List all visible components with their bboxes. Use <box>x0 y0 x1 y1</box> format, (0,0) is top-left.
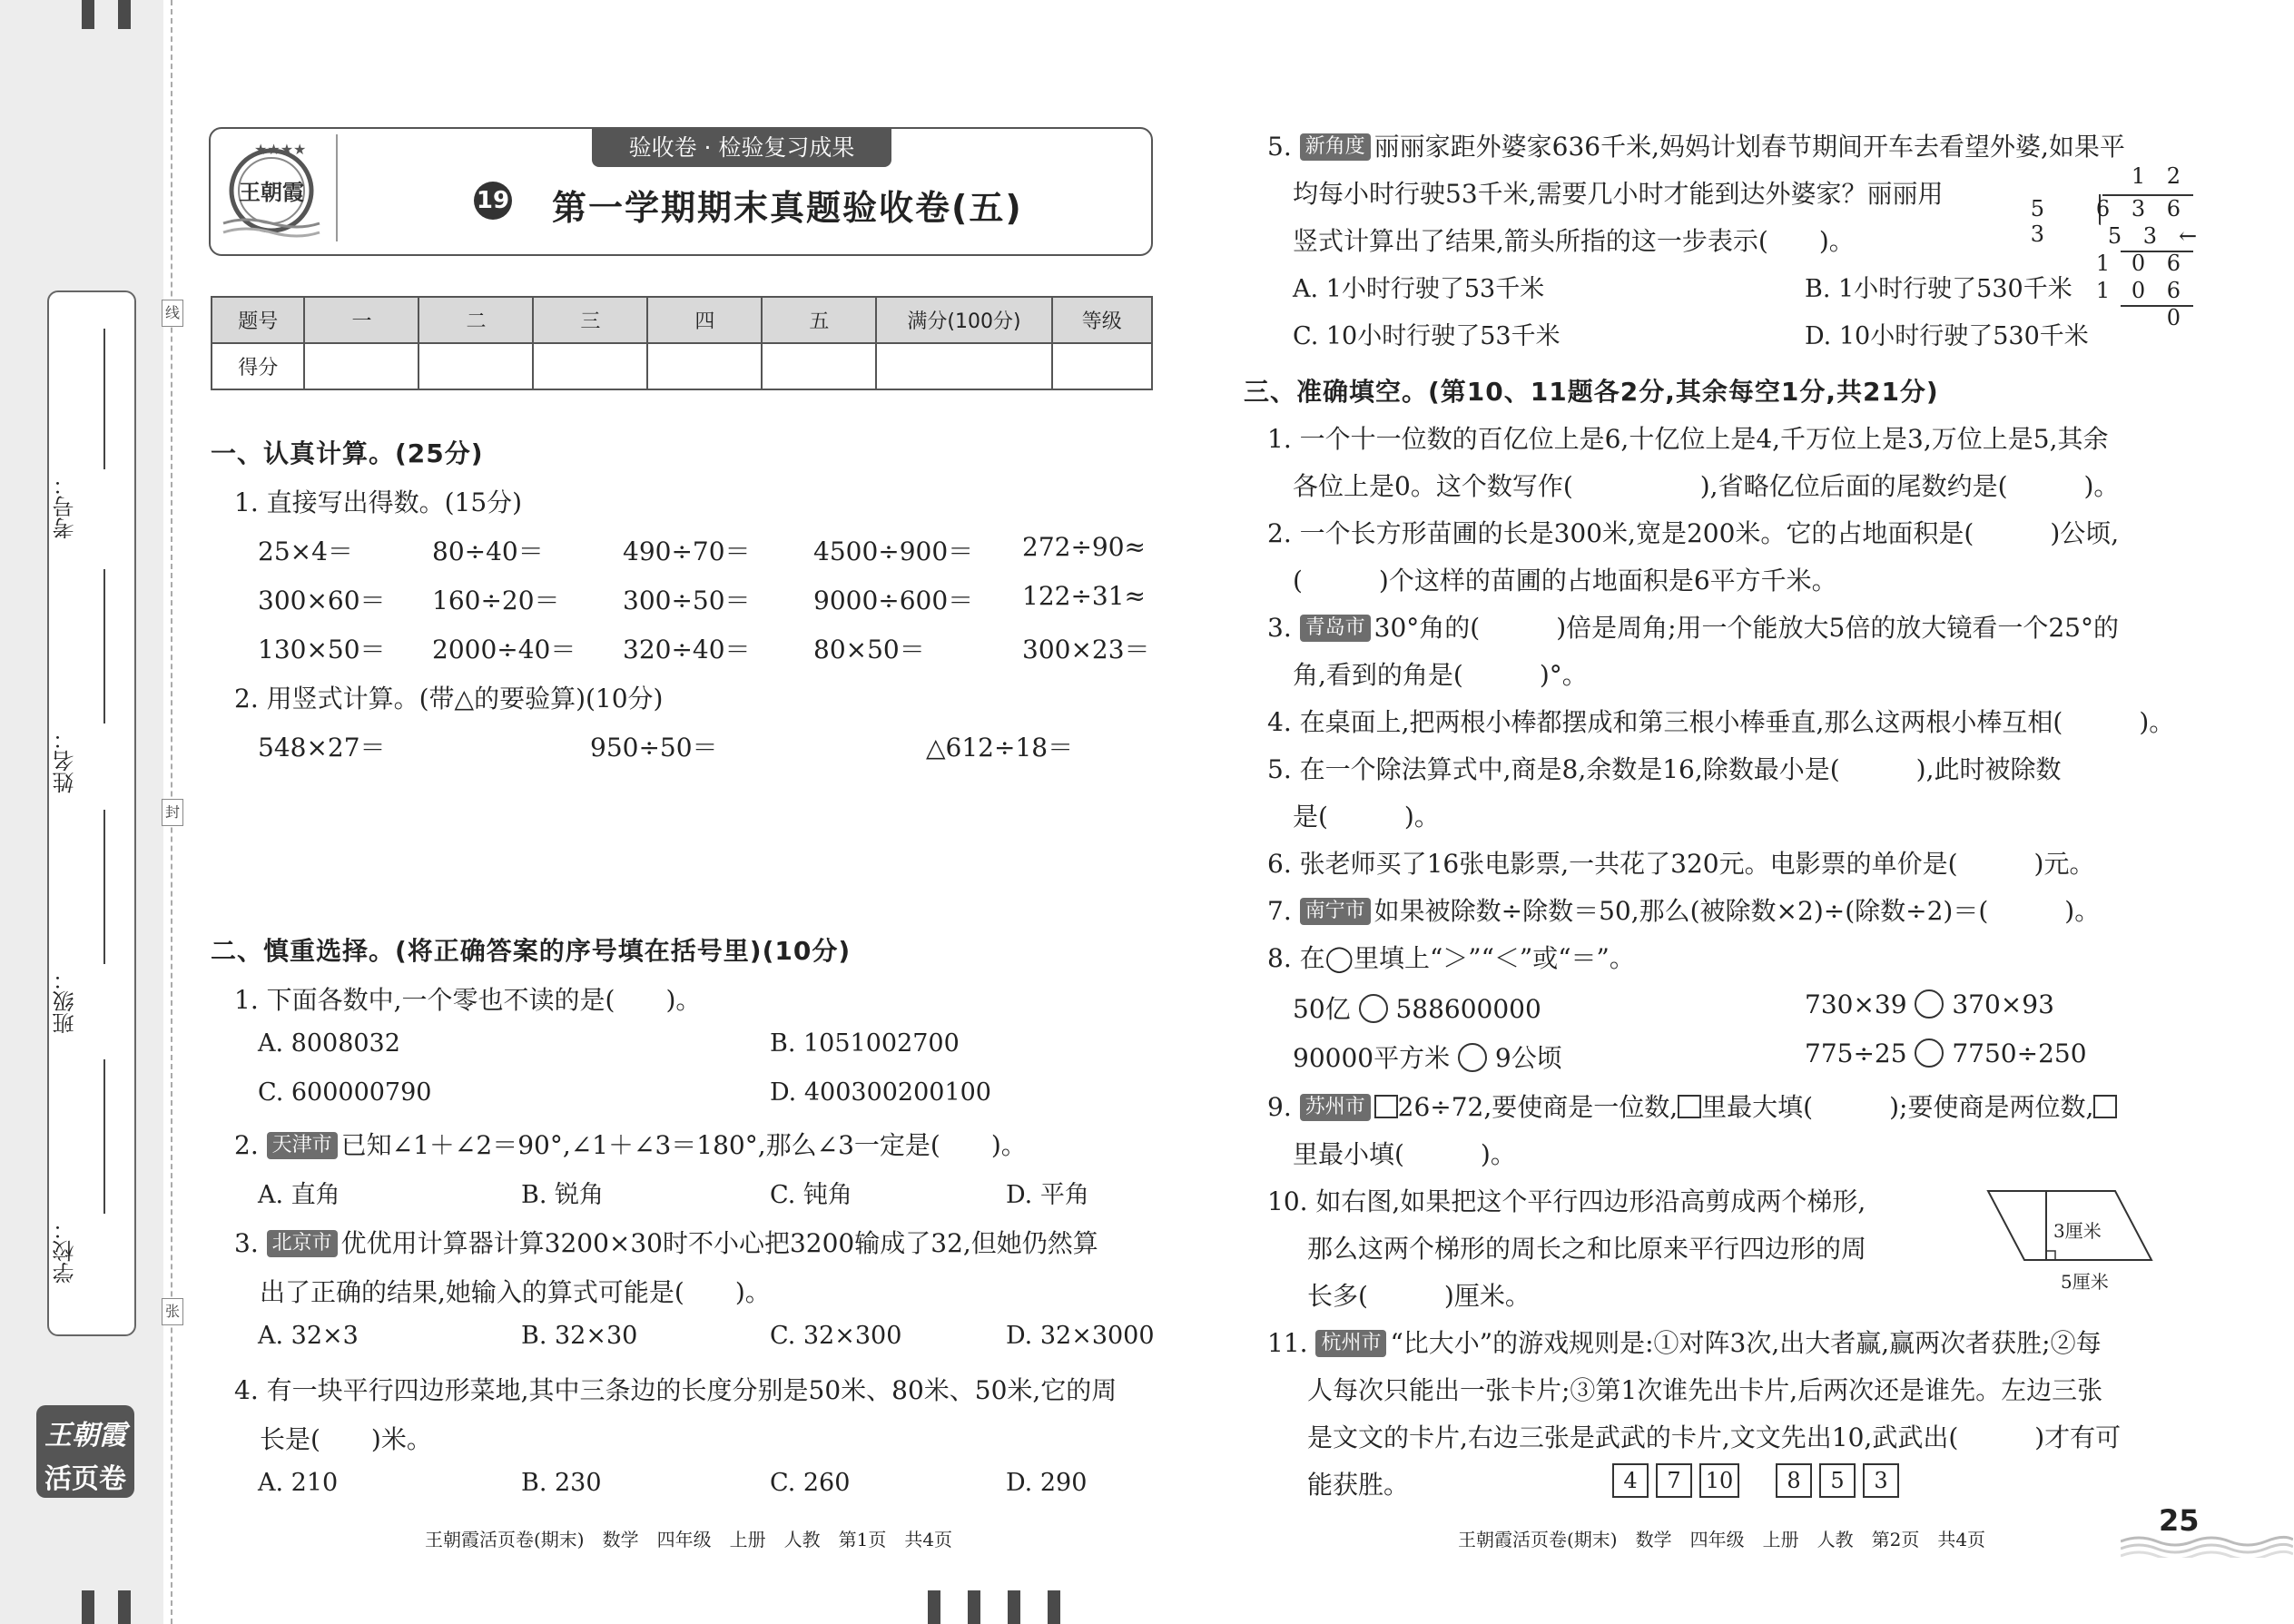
page-number-block <box>2121 1503 2293 1558</box>
compare-left: 90000平方米 <box>1293 1043 1451 1073</box>
student-info-box <box>47 290 136 1336</box>
compare-left: 50亿 <box>1293 994 1351 1024</box>
calc-item: 4500÷900＝ <box>813 536 974 566</box>
division-divisor: 5 3 <box>2030 196 2052 247</box>
question-body: 已知∠1＋∠2＝90°,∠1＋∠3＝180°,那么∠3一定是( )。 <box>340 1130 1027 1160</box>
answer-option[interactable]: D. 32×3000 <box>1006 1322 1155 1350</box>
answer-option[interactable]: D. 10小时行驶了530千米 <box>1805 322 2089 350</box>
question-text: 2. 用竖式计算。(带△的要验算)(10分) <box>234 684 664 714</box>
print-mark <box>1048 1590 1060 1624</box>
question-text: 5. 在一个除法算式中,商是8,余数是16,除数最小是( ),此时被除数 <box>1267 754 2062 784</box>
table-cell: 满分(100分) <box>876 297 1051 343</box>
region-tag: 青岛市 <box>1300 615 1371 642</box>
compare-item <box>1805 989 2054 1019</box>
question-text: 长是( )米。 <box>260 1424 432 1454</box>
question-text: 是( )。 <box>1293 802 1440 832</box>
page-number: 25 <box>2159 1503 2200 1538</box>
question-text: 7. 南宁市 如果被除数÷除数＝50,那么(被除数×2)÷(除数÷2)＝( )。 <box>1267 896 2101 926</box>
calc-item: 160÷20＝ <box>432 586 560 615</box>
school-label: 学校： <box>53 1218 78 1284</box>
long-division <box>2030 163 2206 336</box>
question-text: 竖式计算出了结果,箭头所指的这一步表示( )。 <box>1293 226 1855 256</box>
question-text: ( )个这样的苗圃的占地面积是6平方千米。 <box>1293 566 1837 595</box>
question-text: 9. 苏州市 26÷72,要使商是一位数, 里最大填( );要使商是两位数, <box>1267 1088 2117 1124</box>
calc-item: 130×50＝ <box>258 635 386 664</box>
calc-item: 548×27＝ <box>258 733 386 763</box>
table-cell: 得分 <box>212 343 304 389</box>
question-text: 11. 杭州市 “比大小”的游戏规则是:①对阵3次,出大者赢,赢两次者获胜;②每 <box>1267 1328 2102 1358</box>
question-text: 各位上是0。这个数写作( ),省略亿位后面的尾数约是( )。 <box>1293 471 2120 501</box>
calc-item: 80÷40＝ <box>432 536 544 566</box>
page-title: 第一学期期末真题验收卷(五) <box>552 188 1023 228</box>
compare-circle[interactable] <box>1915 989 1944 1019</box>
table-cell: 五 <box>762 297 876 343</box>
print-mark <box>968 1590 980 1624</box>
compare-item <box>1293 989 1541 1026</box>
answer-option[interactable]: A. 8008032 <box>258 1029 400 1058</box>
answer-option[interactable]: D. 400300200100 <box>770 1078 991 1107</box>
name-line[interactable] <box>103 569 105 723</box>
answer-option[interactable]: B. 1051002700 <box>770 1029 960 1058</box>
division-step: 1 0 6 <box>2095 251 2188 276</box>
calc-item: 300×60＝ <box>258 586 386 615</box>
name-label: 姓名： <box>53 728 78 793</box>
calc-item: △612÷18＝ <box>926 733 1074 763</box>
table-cell: 题号 <box>212 297 304 343</box>
brand-subtitle: 活页卷 <box>44 1463 126 1495</box>
print-mark <box>1008 1590 1020 1624</box>
binding-mark <box>82 0 94 29</box>
table-cell: 二 <box>418 297 533 343</box>
question-body: “比大小”的游戏规则是:①对阵3次,出大者赢,赢两次者获胜;②每 <box>1390 1328 2102 1358</box>
compare-right: 370×93 <box>1952 989 2054 1019</box>
section-heading: 三、准确填空。(第10、11题各2分,其余每空1分,共21分) <box>1244 377 1939 407</box>
compare-right: 9公顷 <box>1494 1043 1562 1073</box>
brand-name: 王朝霞 <box>44 1420 126 1452</box>
binding-mark <box>82 1590 94 1624</box>
question-body: 如果被除数÷除数＝50,那么(被除数×2)÷(除数÷2)＝( )。 <box>1373 896 2101 926</box>
logo-text: 王朝霞 <box>239 179 304 205</box>
answer-option[interactable]: C. 600000790 <box>258 1078 432 1107</box>
score-input-cell[interactable] <box>876 343 1051 389</box>
compare-circle[interactable] <box>1458 1043 1487 1072</box>
compare-item <box>1293 1038 1562 1075</box>
compare-left: 775÷25 <box>1805 1038 1907 1068</box>
compare-right: 7750÷250 <box>1952 1038 2087 1068</box>
question-text: 3. 北京市 优优用计算器计算3200×30时不小心把3200输成了32,但她仍然算 <box>234 1228 1098 1258</box>
answer-option[interactable]: A. 1小时行驶了53千米 <box>1293 275 1545 303</box>
question-text: 出了正确的结果,她输入的算式可能是( )。 <box>260 1277 771 1307</box>
calc-item: 2000÷40＝ <box>432 635 576 664</box>
score-input-cell[interactable] <box>533 343 647 389</box>
question-text: 4. 在桌面上,把两根小棒都摆成和第三根小棒垂直,那么这两根小棒互相( )。 <box>1267 707 2175 737</box>
question-text: 里最小填( )。 <box>1293 1139 1516 1169</box>
answer-option[interactable]: A. 32×3 <box>258 1322 359 1350</box>
binding-label: 线 <box>162 300 183 327</box>
answer-option[interactable]: A. 210 <box>258 1469 339 1497</box>
score-table <box>211 296 1153 390</box>
class-label: 班级： <box>53 969 78 1034</box>
compare-circle[interactable] <box>1359 994 1388 1023</box>
question-text: 1. 一个十一位数的百亿位上是6,十亿位上是4,千万位上是3,万位上是5,其余 <box>1267 424 2109 454</box>
region-tag: 南宁市 <box>1300 898 1371 925</box>
question-number: 5. <box>1267 132 1292 162</box>
exam-number-line[interactable] <box>103 329 105 469</box>
question-text <box>1267 127 2125 163</box>
calc-item: 490÷70＝ <box>623 536 751 566</box>
question-text: 1. 直接写出得数。(15分) <box>234 487 523 517</box>
compare-left: 730×39 <box>1805 989 1907 1019</box>
publisher-logo <box>218 134 338 241</box>
question-text: 3. 青岛市 30°角的( )倍是周角;用一个能放大5倍的放大镜看一个25°的 <box>1267 613 2119 643</box>
question-body: 26÷72,要使商是一位数, <box>1397 1092 1679 1122</box>
calc-item: 80×50＝ <box>813 635 925 664</box>
score-input-cell[interactable] <box>647 343 762 389</box>
binding-label: 张 <box>162 1298 183 1325</box>
binding-mark <box>118 1590 131 1624</box>
calc-item: 272÷90≈ <box>1022 532 1146 562</box>
section-heading: 一、认真计算。(25分) <box>211 438 484 468</box>
calc-item: 9000÷600＝ <box>813 586 974 615</box>
answer-option[interactable]: B. 32×30 <box>521 1322 638 1350</box>
answer-option[interactable]: B. 230 <box>521 1469 602 1497</box>
page-footer: 王朝霞活页卷(期末) 数学 四年级 上册 人教 第2页 共4页 <box>1458 1529 1986 1550</box>
region-tag: 天津市 <box>267 1132 338 1159</box>
score-input-cell[interactable] <box>762 343 876 389</box>
header-banner: 验收卷 · 检验复习成果 <box>592 129 891 167</box>
parallelogram-figure <box>1979 1180 2161 1298</box>
answer-option[interactable]: D. 平角 <box>1006 1181 1089 1209</box>
brand-logo <box>36 1405 134 1498</box>
region-tag: 杭州市 <box>1315 1330 1386 1357</box>
division-remainder: 0 <box>2166 305 2188 330</box>
calc-item: 950÷50＝ <box>590 733 718 763</box>
exam-number-label: 考号： <box>53 474 78 539</box>
question-text: 均每小时行驶53千米,需要几小时才能到达外婆家？丽丽用 <box>1293 179 1944 209</box>
game-card: 8 <box>1776 1463 1812 1498</box>
division-dividend: 6 3 6 <box>2095 196 2188 221</box>
answer-option[interactable]: D. 290 <box>1006 1469 1088 1497</box>
question-text: 10. 如右图,如果把这个平行四边形沿高剪成两个梯形, <box>1267 1186 1866 1216</box>
question-body: 丽丽家距外婆家636千米,妈妈计划春节期间开车去看望外婆,如果平 <box>1373 132 2125 162</box>
game-card: 10 <box>1699 1463 1739 1498</box>
score-input-cell[interactable] <box>1052 343 1152 389</box>
question-body: 30°角的( )倍是周角;用一个能放大5倍的放大镜看一个25°的 <box>1373 613 2119 643</box>
question-text: 4. 有一块平行四边形菜地,其中三条边的长度分别是50米、80米、50米,它的周 <box>234 1375 1117 1405</box>
compare-circle[interactable] <box>1915 1038 1944 1068</box>
answer-option[interactable]: B. 锐角 <box>521 1181 605 1209</box>
division-step: 5 3 <box>2107 223 2164 249</box>
score-input-cell[interactable] <box>304 343 418 389</box>
division-quotient: 1 2 <box>2131 163 2188 189</box>
binding-label: 封 <box>162 799 183 826</box>
game-card: 7 <box>1656 1463 1692 1498</box>
question-text: 角,看到的角是( )°。 <box>1293 660 1588 690</box>
compare-right: 588600000 <box>1395 994 1541 1024</box>
arrow-icon: ← <box>2179 223 2198 249</box>
division-step: 1 0 6 <box>2095 278 2188 303</box>
answer-option[interactable]: C. 钝角 <box>770 1181 852 1209</box>
exam-number-badge: 19 <box>474 182 512 220</box>
game-card: 3 <box>1863 1463 1899 1498</box>
class-line[interactable] <box>103 810 105 964</box>
question-text: 8. 在◯里填上“＞”“＜”或“＝”。 <box>1267 943 1635 973</box>
section-heading: 二、慎重选择。(将正确答案的序号填在括号里)(10分) <box>211 936 852 966</box>
region-tag: 北京市 <box>267 1230 338 1257</box>
question-text: 6. 张老师买了16张电影票,一共花了320元。电影票的单价是( )元。 <box>1267 849 2095 879</box>
print-mark <box>928 1590 940 1624</box>
calc-item: 122÷31≈ <box>1022 581 1146 611</box>
question-text: 1. 下面各数中,一个零也不读的是( )。 <box>234 985 702 1015</box>
answer-option[interactable]: C. 260 <box>770 1469 851 1497</box>
question-text: 是文文的卡片,右边三张是武武的卡片,文文先出10,武武出( )才有可 <box>1307 1422 2122 1452</box>
card-group-wenwen <box>1612 1463 1747 1498</box>
table-cell: 三 <box>533 297 647 343</box>
binding-mark <box>118 0 131 29</box>
blank-square[interactable] <box>1678 1095 1701 1118</box>
region-tag: 新角度 <box>1300 133 1371 161</box>
table-cell: 等级 <box>1052 297 1152 343</box>
score-input-cell[interactable] <box>418 343 533 389</box>
question-text: 2. 一个长方形苗圃的长是300米,宽是200米。它的占地面积是( )公顷, <box>1267 518 2120 548</box>
page-footer: 王朝霞活页卷(期末) 数学 四年级 上册 人教 第1页 共4页 <box>425 1529 953 1550</box>
game-card: 5 <box>1819 1463 1856 1498</box>
calc-item: 25×4＝ <box>258 536 353 566</box>
height-label: 3厘米 <box>2053 1220 2102 1242</box>
answer-option[interactable]: B. 1小时行驶了530千米 <box>1805 275 2072 303</box>
question-body: 里最大填( );要使商是两位数, <box>1701 1092 2094 1122</box>
question-text: 人每次只能出一张卡片;③第1次谁先出卡片,后两次还是谁先。左边三张 <box>1307 1375 2103 1405</box>
card-group-wuwu <box>1776 1463 1906 1498</box>
blank-square[interactable] <box>2093 1095 2117 1118</box>
blank-square[interactable] <box>1374 1095 1398 1118</box>
school-line[interactable] <box>103 1059 105 1214</box>
calc-item: 300÷50＝ <box>623 586 751 615</box>
compare-item <box>1805 1038 2087 1068</box>
question-body: 优优用计算器计算3200×30时不小心把3200输成了32,但她仍然算 <box>340 1228 1098 1258</box>
base-label: 5厘米 <box>2061 1271 2109 1293</box>
table-row <box>212 297 1152 343</box>
answer-option[interactable]: C. 10小时行驶了53千米 <box>1293 322 1561 350</box>
answer-option[interactable]: A. 直角 <box>258 1181 340 1209</box>
answer-option[interactable]: C. 32×300 <box>770 1322 902 1350</box>
table-cell: 一 <box>304 297 418 343</box>
table-row <box>212 343 1152 389</box>
question-text: 能获胜。 <box>1307 1470 1410 1500</box>
question-text: 那么这两个梯形的周长之和比原来平行四边形的周 <box>1307 1234 1867 1264</box>
question-text: 长多( )厘米。 <box>1307 1281 1531 1311</box>
calc-item: 320÷40＝ <box>623 635 751 664</box>
table-cell: 四 <box>647 297 762 343</box>
region-tag: 苏州市 <box>1300 1094 1371 1121</box>
game-card: 4 <box>1612 1463 1649 1498</box>
svg-text:★★★★: ★★★★ <box>254 141 307 158</box>
calc-item: 300×23＝ <box>1022 635 1150 664</box>
question-text: 2. 天津市 已知∠1＋∠2＝90°,∠1＋∠3＝180°,那么∠3一定是( )。 <box>234 1130 1027 1160</box>
